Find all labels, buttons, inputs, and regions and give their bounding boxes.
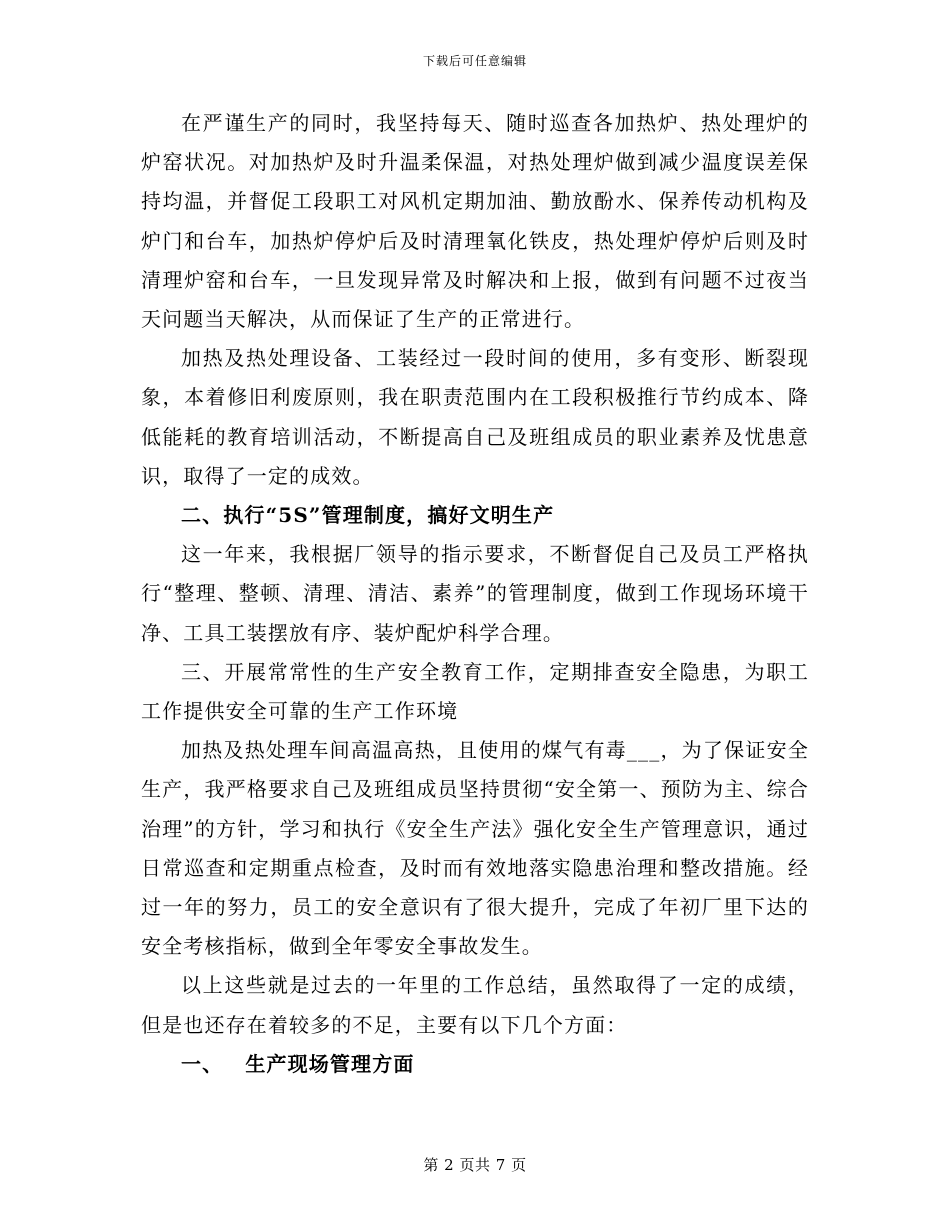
paragraph-summary: 以上这些就是过去的一年里的工作总结，虽然取得了一定的成绩，但是也还存在着较多的不足，主要有以下几个方面： [141,973,809,1037]
section-heading-safety: 三、开展常常性的生产安全教育工作，定期排查安全隐患，为职工工作提供安全可靠的生产工作环境 [141,659,809,724]
section-heading-5s: 二、执行“5S”管理制度，搞好文明生产 [181,503,555,528]
paragraph-equipment-reuse: 加热及热处理设备、工装经过一段时间的使用，多有变形、断裂现象，本着修旧利废原则，我在职责范围内在工段积极推行节约成本、降低能耗的教育培训活动，不断提高自己及班组成员的职业素养及忧患意识，取得了一定的成效。 [141,346,809,488]
paragraph-safety-production: 加热及热处理车间高温高热，且使用的煤气有毒___，为了保证安全生产，我严格要求自己及班组成员坚持贯彻“安全第一、预防为主、综合治理”的方针，学习和执行《安全生产法》强化安全生产管理意识，通过日常巡查和定期重点检查，及时而有效地落实隐患治理和整改措施。经过一年的努力，员工的安全意识有了很大提升，完成了年初厂里下达的安全考核指标，做到全年零安全事故发生。 [141,738,809,959]
page-footer: 第 2 页共 7 页 [423,1156,527,1174]
document-body [141,104,809,1084]
page-header: 下载后可任意编辑 [422,54,527,68]
paragraph-furnace-inspection: 在严谨生产的同时，我坚持每天、随时巡查各加热炉、热处理炉的炉窑状况。对加热炉及时升温柔保温，对热处理炉做到减少温度误差保持均温，并督促工段职工对风机定期加油、勤放酚水、保养传动机构及炉门和台车，加热炉停炉后及时清理氧化铁皮，热处理炉停炉后则及时清理炉窑和台车，一旦发现异常及时解决和上报，做到有问题不过夜当天问题当天解决，从而保证了生产的正常进行。 [141,111,809,332]
paragraph-5s-management: 这一年来，我根据厂领导的指示要求，不断督促自己及员工严格执行“整理、整顿、清理、清洁、素养”的管理制度，做到工作现场环境干净、工具工装摆放有序、装炉配炉科学合理。 [141,542,809,645]
section-heading-site-management [141,1045,809,1084]
heading-number: 一、 [181,1051,224,1076]
heading-text: 生产现场管理方面 [245,1051,415,1076]
